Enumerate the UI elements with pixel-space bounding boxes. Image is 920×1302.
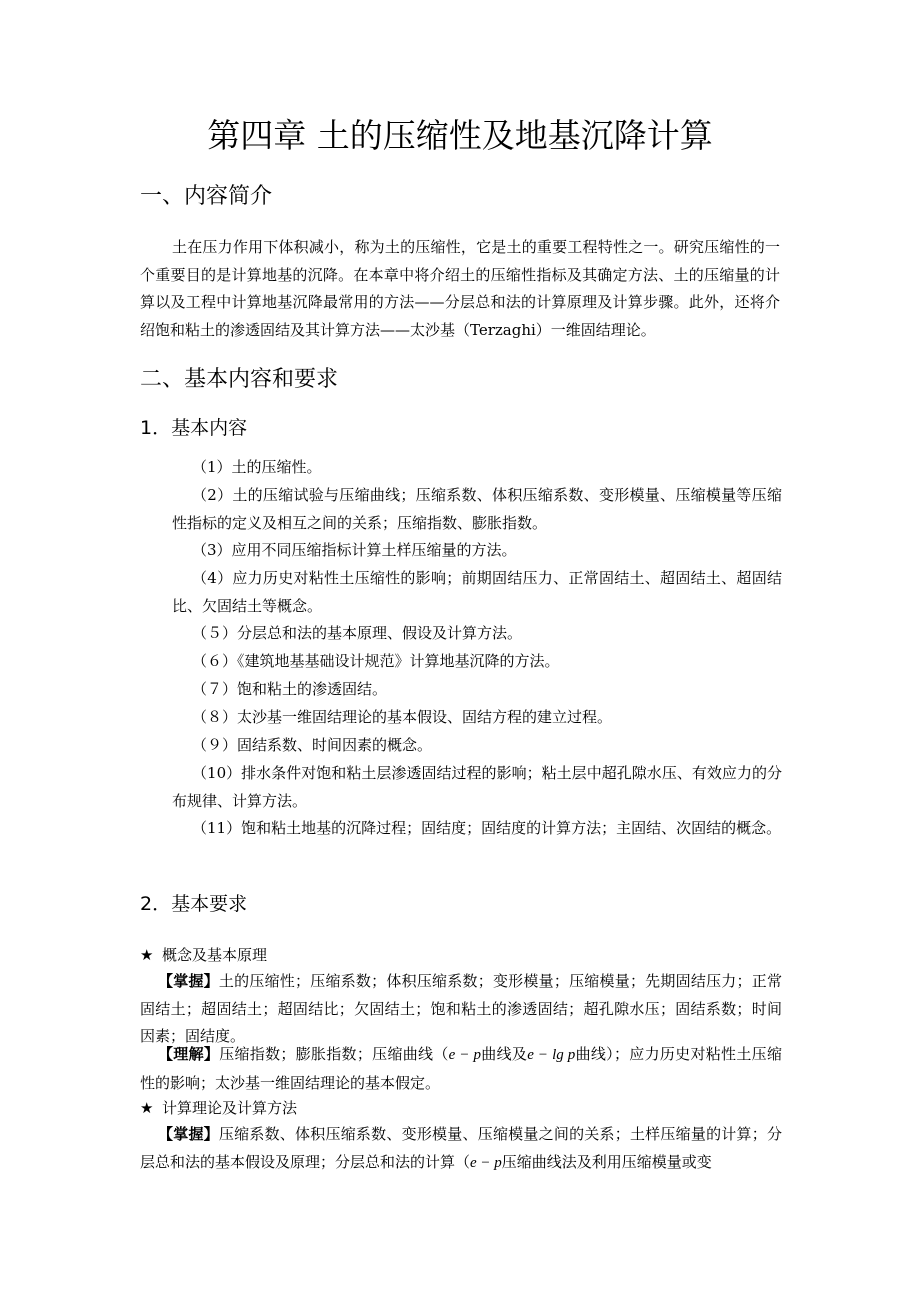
content-item-4: （4）应力历史对粘性土压缩性的影响；前期固结压力、正常固结土、超固结土、超固结比、欠固结土等概念。	[172, 569, 782, 615]
understand-text-b: 曲线及	[481, 1045, 528, 1063]
content-item-3: （3）应用不同压缩指标计算土样压缩量的方法。	[192, 541, 517, 559]
subsection-heading-requirements: 2．基本要求	[140, 893, 248, 915]
subsection-heading-content: 1．基本内容	[140, 417, 248, 439]
content-item-10: （10）排水条件对饱和粘土层渗透固结过程的影响；粘土层中超孔隙水压、有效应力的分布规律、计算方法。	[172, 764, 782, 810]
content-item-8: （８）太沙基一维固结理论的基本假设、固结方程的建立过程。	[192, 708, 613, 726]
requirement-group-concepts	[140, 943, 267, 967]
chapter-title: 第四章 土的压缩性及地基沉降计算	[207, 116, 713, 155]
star-icon: ★	[140, 946, 154, 964]
understand-text-a: 压缩指数；膨胀指数；压缩曲线（	[219, 1045, 449, 1063]
grasp-tag: 【掌握】	[158, 1125, 219, 1143]
grasp-tag: 【掌握】	[158, 972, 219, 990]
math-e-p: e − p	[448, 1047, 482, 1063]
understand-text-c: 曲线）；应力历史对粘性土压缩性的影响；太沙基一维固结理论的基本假定。	[140, 1045, 782, 1092]
section-heading-basics: 二、基本内容和要求	[140, 367, 339, 392]
content-item-6: （６）《建筑地基基础设计规范》计算地基沉降的方法。	[192, 652, 560, 670]
intro-paragraph: 土在压力作用下体积减小，称为土的压缩性，它是土的重要工程特性之一。研究压缩性的一个重要目的是计算地基的沉降。在本章中将介绍土的压缩性指标及其确定方法、土的压缩量的计算以及工程中计算地基沉降最常用的方法——分层总和法的计算原理及计算步骤。此外，还将介绍饱和粘土的渗透固结及其计算方法——太沙基（Terzaghi）一维固结理论。	[140, 238, 780, 339]
star-icon: ★	[140, 1099, 154, 1117]
understand-tag: 【理解】	[158, 1045, 220, 1063]
group-label: 计算理论及计算方法	[162, 1099, 298, 1117]
content-item-9: （９）固结系数、时间因素的概念。	[192, 736, 433, 754]
grasp-methods-text-b: 压缩曲线法及利用压缩模量或变	[501, 1152, 712, 1171]
content-item-5: （５）分层总和法的基本原理、假设及计算方法。	[192, 624, 523, 642]
understand-block	[140, 1041, 782, 1097]
grasp-methods-text-a: 压缩系数、体积压缩系数、变形模量、压缩模量之间的关系；土样压缩量的计算；分层总和法的基本假设及原理；分层总和法的计算（	[140, 1125, 782, 1171]
content-item-7: （７）饱和粘土的渗透固结。	[192, 680, 388, 698]
group-label: 概念及基本原理	[162, 946, 268, 964]
grasp-concepts-block	[140, 968, 782, 1051]
grasp-methods-block	[140, 1121, 782, 1177]
requirement-group-methods	[140, 1096, 297, 1120]
section-heading-intro: 一、内容简介	[140, 184, 273, 209]
grasp-text: 土的压缩性；压缩系数；体积压缩系数；变形模量；压缩模量；先期固结压力；正常固结土；超固结土；超固结比；欠固结土；饱和粘土的渗透固结；超孔隙水压；固结系数；时间因素；固结度。	[140, 972, 782, 1045]
math-e-p: e − p	[470, 1154, 502, 1171]
math-e-lgp: e − lg p	[527, 1047, 576, 1063]
content-item-1: （1）土的压缩性。	[192, 458, 322, 476]
content-item-11: （11）饱和粘土地基的沉降过程；固结度；固结度的计算方法；主固结、次固结的概念。	[192, 819, 782, 837]
content-item-2: （2）土的压缩试验与压缩曲线；压缩系数、体积压缩系数、变形模量、压缩模量等压缩性指标的定义及相互之间的关系；压缩指数、膨胀指数。	[172, 486, 782, 532]
